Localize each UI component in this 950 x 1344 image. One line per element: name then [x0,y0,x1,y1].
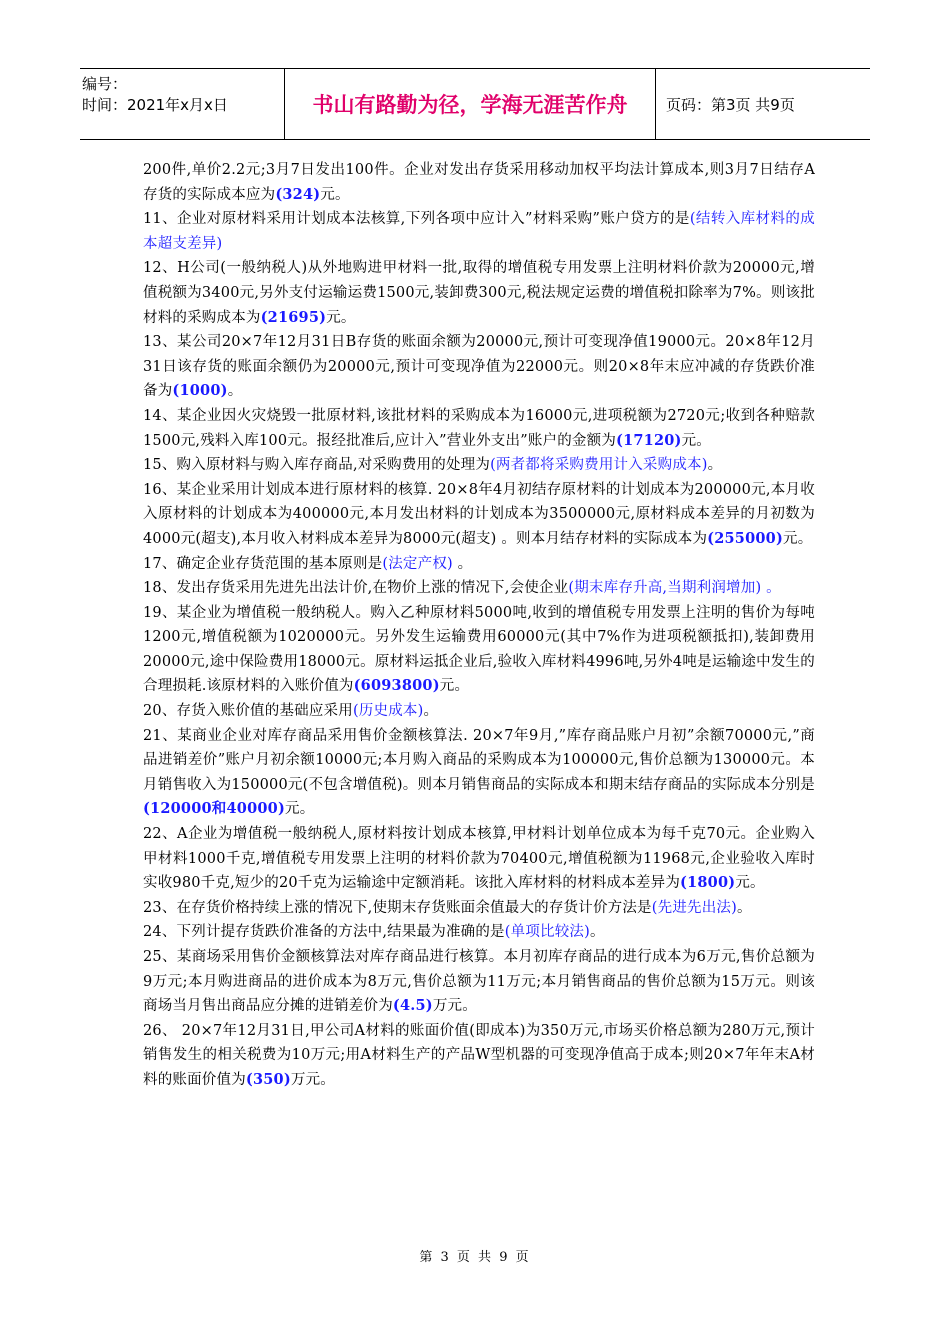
header-page-label: 页码：第3页 共9页 [666,95,795,114]
answer-text: (两者都将采购费用计入采购成本) [490,457,708,474]
question-text: 16、某企业采用计划成本进行原材料的核算. 20×8年4月初结存原材料的计划成本为200000元,本月收入原材料的计划成本为400000元,本月发出材料的计划成本为3500000元,原材料成本差异的月初数为4000元(超支),本月收入材料成本差异为8000元(超支) 。则本月结存材料的实际成本为 [143,481,815,547]
question-item [143,699,815,724]
answer-text: (21695) [260,308,327,326]
question-item [143,330,815,404]
page-header [80,68,870,140]
question-text: 200件,单价2.2元;3月7日发出100件。企业对发出存货采用移动加权平均法计算成本,则3月7日结存A存货的实际成本应为 [143,162,815,203]
page-footer: 第 3 页 共 9 页 [419,1250,531,1265]
question-text: 13、某公司20×7年12月31日B存货的账面余额为20000元,预计可变现净值19000元。20×8年12月31日该存货的账面余额仍为20000元,预计可变现净值为22000元。则20×8年末应冲减的存货跌价准备为 [143,334,815,400]
header-motto: 书山有路勤为径，学海无涯苦作舟 [285,69,656,139]
question-text: 17、确定企业存货范围的基本原则是 [143,555,383,572]
question-suffix: 。 [736,899,752,916]
answer-text: (350) [245,1070,291,1088]
question-text: 21、某商业企业对库存商品采用售价金额核算法. 20×7年9月,”库存商品账户月初”余额70000元,”商品进销差价”账户月初余额10000元;本月购入商品的采购成本为100000元,售价总额为130000元。本月销售收入为150000元(不包含增值税)。则本月销售商品的实际成本和期末结存商品的实际成本分别是 [143,727,815,793]
question-text: 24、下列计提存货跌价准备的方法中,结果最为准确的是 [143,924,505,941]
question-suffix: 元。 [735,875,765,892]
question-suffix: 万元。 [432,998,477,1015]
question-item [143,207,815,256]
answer-text: (历史成本) [352,703,424,720]
question-item [143,1019,815,1093]
answer-text: (4.5) [392,997,433,1015]
question-suffix: 。 [707,457,723,474]
question-suffix: 元。 [326,309,356,326]
question-text: 26、 20×7年12月31日,甲公司A材料的账面价值(即成本)为350万元,市场买价格总额为280万元,预计销售发生的相关税费为10万元;用A材料生产的产品W型机器的可变现净值高于成本;则20×7年年末A材料的账面价值为 [143,1022,815,1088]
document-number-label: 编号： [82,75,128,93]
answer-text: (结转入库材料的成本超支差异) [143,211,815,252]
answer-text: (法定产权) [382,555,453,572]
question-item [143,822,815,896]
question-suffix: 元。 [285,801,315,818]
answer-text: (6093800) [353,677,440,695]
question-item [143,158,815,207]
question-suffix: 万元。 [290,1071,336,1088]
question-suffix: 。 [227,383,243,400]
question-suffix: 元。 [439,678,470,695]
question-item [143,453,815,478]
question-text: 18、发出存货采用先进先出法计价,在物价上涨的情况下,会使企业 [143,580,569,597]
question-suffix: 。 [423,703,439,720]
answer-text: (期末库存升高,当期利润增加) 。 [568,580,781,597]
answer-text: (单项比较法) [504,924,590,941]
question-text: 20、存货入账价值的基础应采用 [143,703,353,720]
question-item [143,478,815,552]
answer-text: (120000和40000) [143,800,286,818]
question-item [143,896,815,921]
question-item [143,576,815,601]
answer-text: (先进先出法) [651,899,737,916]
document-time-label: 时间：2021年x月x日 [82,96,228,114]
question-item [143,404,815,453]
question-suffix: 。 [452,555,473,572]
question-text: 22、A企业为增值税一般纳税人,原材料按计划成本核算,甲材料计划单位成本为每千克70元。企业购入甲材料1000千克,增值税专用发票上注明的材料价款为70400元,增值税额为11968元,企业验收入库时实收980千克,短少的20千克为运输途中定额消耗。该批入库材料的材料成本差异为 [143,826,815,892]
question-item [143,601,815,699]
question-text: 25、某商场采用售价金额核算法对库存商品进行核算。本月初库存商品的进行成本为6万元,售价总额为9万元;本月购进商品的进价成本为8万元,售价总额为11万元;本月销售商品的售价总额为15万元。则该商场当月售出商品应分摊的进销差价为 [143,949,815,1015]
question-item [143,724,815,822]
question-suffix: 元。 [783,530,813,547]
question-suffix: 。 [589,924,605,941]
question-list [143,158,815,1093]
question-text: 14、某企业因火灾烧毁一批原材料,该批材料的采购成本为16000元,进项税额为2720元;收到各种赔款1500元,残料入库100元。报经批准后,应计入”营业外支出”账户的金额为 [143,407,815,449]
question-item [143,552,815,577]
question-text: 15、购入原材料与购入库存商品,对采购费用的处理为 [143,457,491,474]
header-left-cell [80,69,285,139]
answer-text: (1800) [680,874,736,892]
answer-text: (17120) [616,431,682,449]
question-item [143,945,815,1019]
answer-text: (1000) [172,382,228,400]
answer-text: (324) [275,185,321,203]
answer-text: (255000) [707,529,784,547]
question-text: 19、某企业为增值税一般纳税人。购入乙种原材料5000吨,收到的增值税专用发票上注明的售价为每吨1200元,增值税额为1020000元。另外发生运输费用60000元(其中7%作为进项税额抵扣),装卸费用20000元,途中保险费用18000元。原材料运抵企业后,验收入库材料4996吨,另外4吨是运输途中发生的合理损耗.该原材料的入账价值为 [143,604,815,695]
question-suffix: 元。 [681,432,712,449]
question-item [143,256,815,330]
question-suffix: 元。 [320,186,350,203]
question-text: 23、在存货价格持续上涨的情况下,使期末存货账面余值最大的存货计价方法是 [143,899,652,916]
question-item [143,920,815,945]
question-text: 12、H公司(一般纳税人)从外地购进甲材料一批,取得的增值税专用发票上注明材料价款为20000元,增值税额为3400元,另外支付运输运费1500元,装卸费300元,税法规定运费的增值税扣除率为7%。则该批材料的采购成本为 [143,260,815,326]
question-text: 11、企业对原材料采用计划成本法核算,下列各项中应计入”材料采购”账户贷方的是 [143,211,690,228]
